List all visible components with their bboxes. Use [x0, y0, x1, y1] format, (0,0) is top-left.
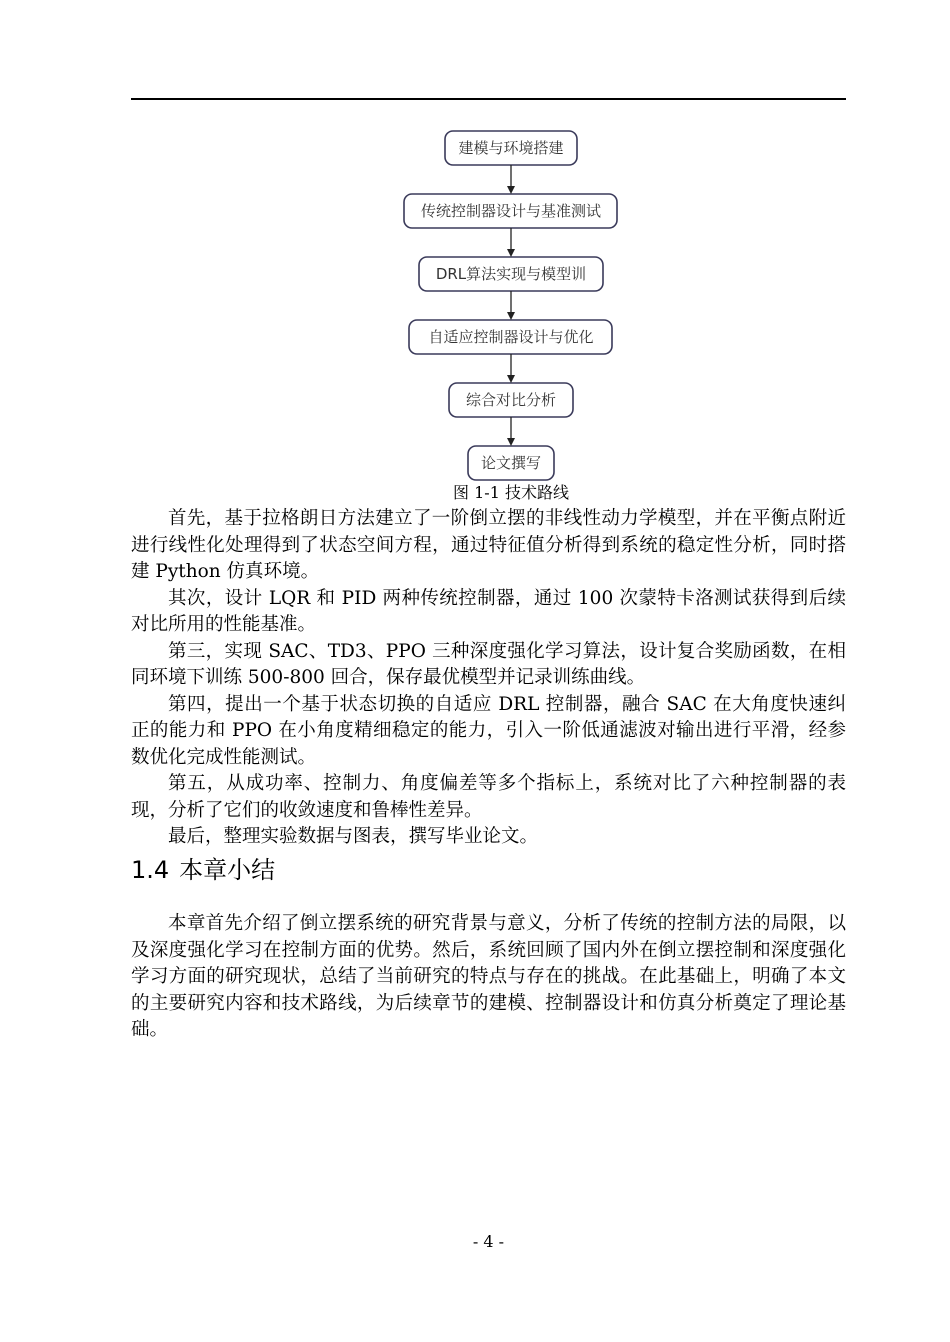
paragraph: 首先，基于拉格朗日方法建立了一阶倒立摆的非线性动力学模型，并在平衡点附近进行线性化处理得到了状态空间方程，通过特征值分析得到系统的稳定性分析，同时搭建 Python 仿真环境。 — [131, 508, 846, 582]
section-title: 本章小结 — [179, 856, 276, 884]
flow-step-4-label: 自适应控制器设计与优化 — [428, 328, 594, 346]
flow-step-5 — [449, 383, 573, 417]
technical-route-flowchart — [131, 126, 891, 486]
header-rule — [131, 98, 846, 100]
section-number: 1.4 — [131, 856, 170, 884]
paragraph: 其次，设计 LQR 和 PID 两种传统控制器，通过 100 次蒙特卡洛测试获得到后续对比所用的性能基准。 — [131, 587, 846, 635]
flow-step-3 — [419, 257, 603, 291]
flow-step-4 — [409, 320, 612, 354]
flow-step-1-label: 建模与环境搭建 — [458, 139, 564, 157]
section-heading — [131, 853, 275, 887]
paragraph: 第五，从成功率、控制力、角度偏差等多个指标上，系统对比了六种控制器的表现，分析了它们的收敛速度和鲁棒性差异。 — [131, 773, 846, 821]
flow-step-5-label: 综合对比分析 — [465, 391, 557, 409]
flow-step-6 — [468, 446, 554, 480]
flow-step-2 — [404, 194, 617, 228]
page-number: - 4 - — [472, 1232, 505, 1251]
flow-step-6-label: 论文撰写 — [480, 454, 542, 472]
paragraph: 最后，整理实验数据与图表，撰写毕业论文。 — [168, 826, 539, 847]
flow-arrow-2 — [507, 228, 515, 257]
paragraph: 第四，提出一个基于状态切换的自适应 DRL 控制器，融合 SAC 在大角度快速纠正的能力和 PPO 在小角度精细稳定的能力，引入一阶低通滤波对输出进行平滑，经参数优化完成性能测试。 — [131, 693, 846, 768]
chapter-summary — [131, 911, 846, 1044]
flow-step-1 — [445, 131, 577, 165]
flow-arrow-1 — [507, 165, 515, 194]
flow-step-3-label: DRL算法实现与模型训 — [435, 265, 587, 283]
paragraph: 第三，实现 SAC、TD3、PPO 三种深度强化学习算法，设计复合奖励函数，在相同环境下训练 500-800 回合，保存最优模型并记录训练曲线。 — [131, 640, 846, 688]
flow-step-2-label: 传统控制器设计与基准测试 — [420, 202, 602, 220]
figure-caption: 图 1-1 技术路线 — [453, 483, 569, 502]
flow-arrow-5 — [507, 417, 515, 446]
route-description — [131, 506, 846, 851]
paragraph: 本章首先介绍了倒立摆系统的研究背景与意义，分析了传统的控制方法的局限，以及深度强化学习在控制方面的优势。然后，系统回顾了国内外在倒立摆控制和深度强化学习方面的研究现状，总结了当前研究的特点与存在的挑战。在此基础上，明确了本文的主要研究内容和技术路线，为后续章节的建模、控制器设计和仿真分析奠定了理论基础。 — [131, 913, 846, 1040]
flow-arrow-4 — [507, 354, 515, 383]
flow-arrow-3 — [507, 291, 515, 320]
